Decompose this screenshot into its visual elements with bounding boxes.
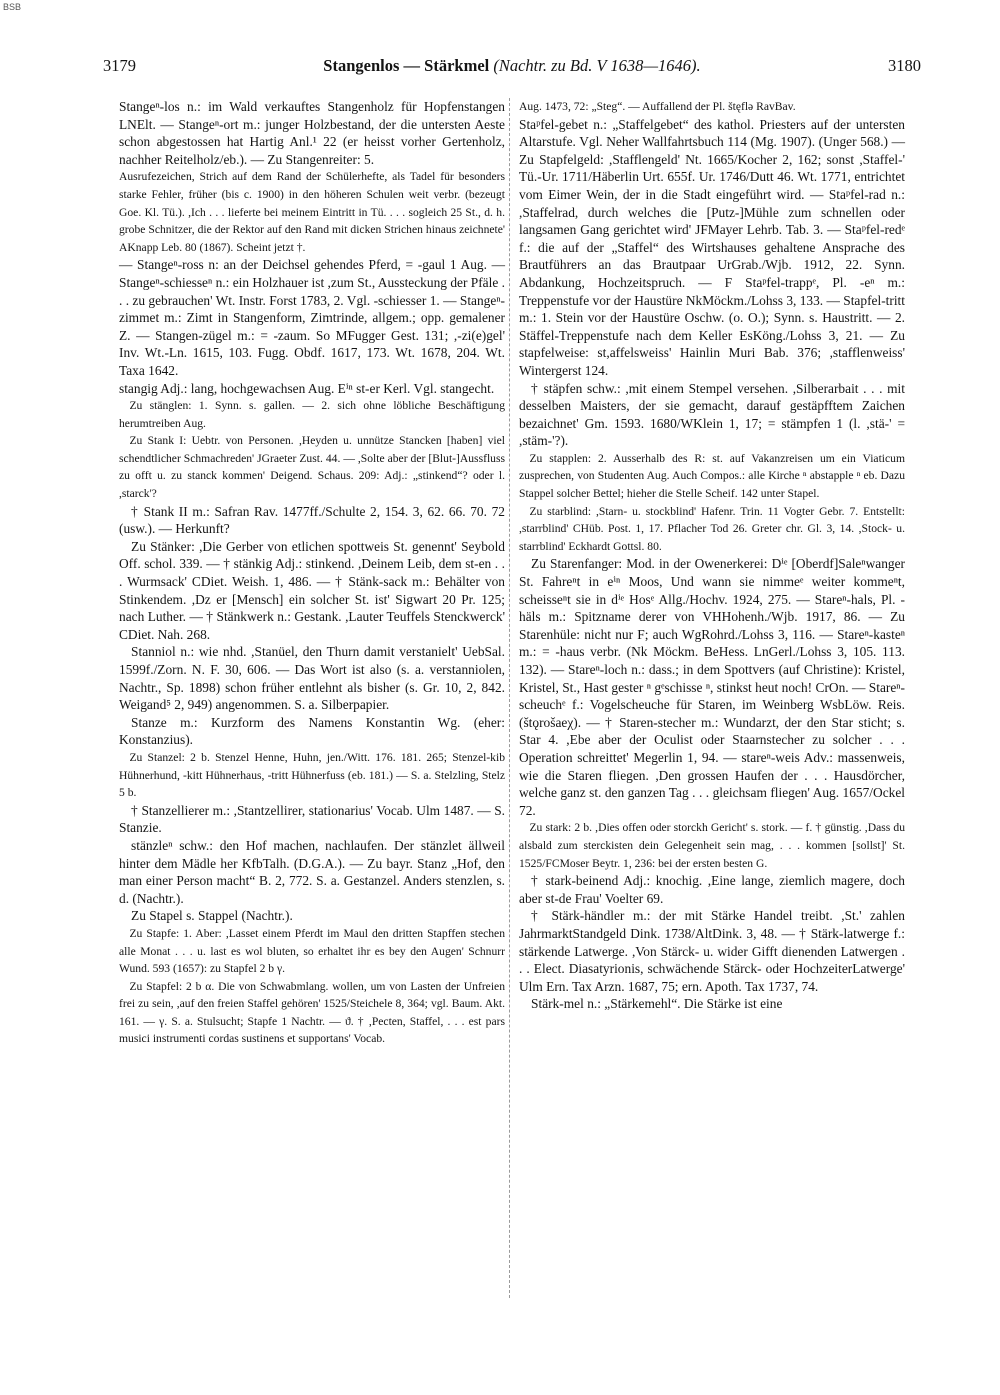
dictionary-entry: Zu starblind: ,Starn- u. stockblind' Hafenr. Trin. 11 Vogter Gebr. 7. Entstellt: ,starrblind' CHüb. Post. 1, 17. Pflacher Tod 26. Greter chr. Gl. 3, 14. ,Stock- u. starrblind' Eckhardt Gottsl. 80. xyxy=(519,504,905,553)
dictionary-entry: stänzleⁿ schw.: den Hof machen, nachlaufen. Der stänzlet ällweil hinter dem Mädle her KfbTalh. (D.G.A.). — Zu bayr. Stanz „Hof, den man einer Person macht“ B. 2, 772. S. a. Gestanzel. Anders stenzlen, s. d. (Nachtr.). xyxy=(119,837,505,906)
dictionary-entry: † Stärk-händler m.: der mit Stärke Handel treibt. ,St.' zahlen JahrmarktStandgeld Dink. 1738/AltDink. 3, 48. — † Stärk-latwerge f.: stärkende Latwerge. ,Von Stärck- u. wider Gifft dienenden Latwergen . . . Elect. Diasatyrionis, schwächende Stärck- oder HochzeiterLatwerge' Ulm Ern. Tax Arzn. 1687, 75; ern. Apoth. Tax 1737, 74. xyxy=(519,908,905,994)
running-title-main: Stangenlos — Stärkmel xyxy=(323,56,490,75)
dictionary-entry: † stäpfen schw.: ,mit einem Stempel versehen. ,Silberarbait . . . mit desselben Maisters, der sie gemacht, darauf gestäpfftem Zaichen bezaichnet' Gm. 1593. 1680/WKlein 1, 17; = stämpfen 1 (l. ,stä-' = ,stäm-'?). xyxy=(519,380,905,449)
page-number-right: 3180 xyxy=(888,56,921,75)
page-number-left: 3179 xyxy=(103,56,136,75)
dictionary-entry: Staᵖfel-gebet n.: „Staffelgebet“ des kathol. Priesters auf der untersten Altarstufe. Vgl. Neher Wallfahrtsbuch 114 (Mg. 1907). (Unger 568.) — Zu Stapfelgeld: ,Stafflengeld' Nt. 1665/Kocher 2, 162; sonst ,Staffel-' Tü.-Ur. 1711/Häberlin Urt. 655f. Ur. 1746/Dutt 46. Wt. 1771, entrichtet vom Eimer Wein, der in die Stadt eingeführt wird. — Staᵖfel-rad n.: ,Staffelrad, durch welches die [Putz-]Mühle zum schnellen oder langsamen Gang gerichtet wird' JFMayer Lehrb. Tab. 3. — Staᵖfel-redᵉ f.: die auf der „Staffel“ des Wirtshauses gehaltene Ansprache des Brautführers an das Brautpaar UrGrab./Wjb. 1912, 22. Synn. Abdankung, Hochzeitspruch. — F Staᵖfel-trappᵉ, Pl. -eⁿ m.: Treppenstufe vor der Haustüre NkMöckm./Lohss 3, 133. — Stapfel-tritt m.: 1. Stein vor der Haustüre Oschw. (o. O.); Synn. s. Haustritt. — 2. Stäffel-Treppenstufe nach dem Keller EsKöng./Lohss 3, 21. — Zu stapfelweise: st,affelsweiss' Hainlin Muri Bab. 376; ,stafflenweiss' Wintergerst 124. xyxy=(519,116,905,378)
dictionary-entry: Zu stapplen: 2. Ausserhalb des R: st. auf Vakanzreisen um ein Viaticum zusprechen, von Studenten Aug. Auch Compos.: alle Kirche ⁿ abstapple ⁿ eb. Dazu Stappel solcher Bettel; hieher die Stelle Scheif. 142 unter Stapel. xyxy=(519,451,905,501)
dictionary-entry: — Stangeⁿ-ross n: an der Deichsel gehendes Pferd, = -gaul 1 Aug. — Stangeⁿ-schiesseⁿ n.: ein Holzhauer ist ,zum St., Aussteckung der Pfäle . . . zu gebrauchen' Wt. Instr. Forst 1783, 2. Vgl. -schiesser 1. — Stangeⁿ-zimmet m.: Zimt in Stangenform, Zimtrinde, allgem.; opp. gemalener Z. — Stangen-zügel m.: = -zaum. So MFugger Gest. 131; ,-zi(e)gel' Inv. Wt.-Ln. 1615, 103. Fugg. Obdf. 1617, 173. Wt. 1678, 204. Wt. Taxa 1642. xyxy=(119,257,505,378)
right-column xyxy=(519,98,905,1013)
dictionary-entry: Zu Stänker: ,Die Gerber von etlichen spottweis St. genennt' Seybold Off. schol. 339. — † stänkig Adj.: stinkend. ,Deinem Leib, dem st-en . . . Wurmsack' CDiet. Weish. 1, 486. — † Stänk-sack m.: Behälter von Stinkendem. ,Dz er [Mensch] ein solcher St. ist' Sigwart 20 Pr. 125; nach Luther. — † Stänkwerk n.: Gestank. ,Lauter Teuffels Stenckwerck' CDiet. Nah. 268. xyxy=(119,538,505,642)
dictionary-entry: Zu Stanzel: 2 b. Stenzel Henne, Huhn, jen./Witt. 176. 181. 265; Stenzel-kib Hühnerhund, -kitt Hühnerhaus, -tritt Hühnerfuss (eb. 181.) — S. a. Stelzling, Stelz 5 b. xyxy=(119,750,505,800)
dictionary-entry: † stark-beinend Adj.: knochig. ,Eine lange, ziemlich magere, doch aber st-de Frau' Voelter 69. xyxy=(519,873,905,906)
dictionary-entry: Zu Stapfel: 2 b α. Die von Schwabmlang. wollen, um von Lasten der Unfreien frei zu sein, ,auf den freien Staffel gehören' 1525/Steichele 8, 364; vgl. Baum. Akt. 161. — γ. S. a. Stulsucht; Stapfe 1 Nachtr. — ϑ. † ,Pecten, Staffel, . . . est pars musici instrumenti cordas sustinens et supportans' Vocab. xyxy=(119,979,505,1046)
page-header xyxy=(103,56,921,80)
dictionary-entry: Ausrufezeichen, Strich auf dem Rand der Schülerhefte, als Tadel für besonders starke Fehler, früher (bis c. 1900) in den höheren Schulen weit verbr. (bezeugt Goe. Kl. Tü.). ,Ich . . . lieferte bei meinem Eintritt in Tü. . . . sogleich 25 St., d. h. grobe Schnitzer, die der Rektor auf den Rand mit dicken Strichen hinaus zeichnete' AKnapp Leb. 80 (1867). Scheint jetzt †. xyxy=(119,170,505,254)
dictionary-entry: Stärk-mel n.: „Stärkemehl“. Die Stärke ist eine xyxy=(531,996,783,1012)
dictionary-entry: † Stank II m.: Safran Rav. 1477ff./Schulte 2, 154. 3, 62. 66. 70. 72 (usw.). — Herkunft? xyxy=(119,503,505,537)
dictionary-entry: stangig Adj.: lang, hochgewachsen Aug. Eⁱⁿ st-er Kerl. Vgl. stangecht. xyxy=(119,380,495,396)
running-title-subtitle: (Nachtr. zu Bd. V 1638—1646). xyxy=(493,56,701,75)
dictionary-entry: Stangeⁿ-los n.: im Wald verkauftes Stangenholz für Hopfenstangen LNElt. — Stangeⁿ-ort m.: junger Holzbestand, der die untersten Aeste schon abgestossen hat Hartig Anl.¹ 22 (er heisst vorher Gertenholz, nachher Reitelholz/eb.). — Zu Stangenreiter: 5. xyxy=(119,99,505,167)
dictionary-entry: Zu Starenfanger: Mod. in der Owenerkerei: Dⁱᵉ [Oberdf]Saleⁿwanger St. Fahreⁿt in eⁱⁿ Moos, Und wann sie nimmeᵉ weiter kommeⁿt, scheisseⁿt sie in dⁱᵉ Hosᵉ Allg./Hochv. 1924, 275. — Stareⁿ-hals, Pl. -häls m.: Spitzname derer von VHHohenh./Wjb. 1917, 86. — Zu Starenhüle: nicht nur F; auch WgRohrd./Lohss 3, 116. — Stareⁿ-kasteⁿ m.: = -haus verbr. (Nk Möckm. BeHess. LnGerl./Lohss 3, 105. 113. 132). — Stareⁿ-loch n.: dass.; in dem Spottvers (auf Christine): Kristel, Kristel, St., Hast gester ⁿ gᵉschisse ⁿ, stinkst heut noch! CrOn. — Stareⁿ-scheuchᵉ f.: Vogelscheuche für Staren, im Weinberg WsbLöw. Reis. (štǫrošaeχ). — † Staren-stecher m.: Wundarzt, der den Star sticht; s. Star 4. ,Ebe aber der Oculist oder Staarnstecher zu solcher . . . Operation schreittet' Megerlin 1, 94. — stareⁿ-weis Adv.: massenweis, wie die Staren fliegen. ,Den grossen Haufen der . . . Hausdörcher, welche ganz st. den ganzen Tag . . . gleichsam fliegen' Aug. 1657/Ockel 72. xyxy=(519,556,905,818)
dictionary-entry: Zu stänglen: 1. Synn. s. gallen. — 2. sich ohne löbliche Beschäftigung herumtreiben Aug. xyxy=(119,399,505,430)
dictionary-entry: Zu Stank I: Uebtr. von Personen. ,Heyden u. unnütze Stancken [haben] viel schendtlicher Schmachreden' JGraeter Zust. 44. — ,Solte aber der [Blut-]Aussfluss zu offt u. zu stanck kommen' Deigend. Schaus. 209: Adj.: „stinkend“? oder l. ,starck'? xyxy=(119,434,505,501)
left-column xyxy=(119,98,505,1048)
library-mark: BSB xyxy=(3,2,22,12)
dictionary-entry: Zu stark: 2 b. ,Dies offen oder storckh Gericht' s. stork. — f. † günstig. ,Dass du alsbald zum sterckisten dein Gelegenheit sein mag, . . . kommen [sollst]' St. 1525/FCMoser Beytr. 1, 236: bei der ersten besten G. xyxy=(519,821,905,870)
dictionary-entry: Stanze m.: Kurzform des Namens Konstantin Wg. (eher: Konstanzius). xyxy=(119,714,505,748)
column-divider xyxy=(509,98,510,1298)
dictionary-entry: Stanniol n.: wie nhd. ,Stanüel, den Thurn damit verstanielt' UebSal. 1599f./Zorn. N. F. 30, 606. — Das Wort ist also (s. a. verstanniolen, Nachtr., Sp. 1898) schon früher entlehnt als bisher (s. Gr. 10, 2, 842. Weigand⁵ 2, 949) angenommen. S. a. Silberpapier. xyxy=(119,644,505,713)
dictionary-entry: Zu Stapel s. Stappel (Nachtr.). xyxy=(131,908,293,924)
dictionary-entry: † Stanzellierer m.: ,Stantzellirer, stationarius' Vocab. Ulm 1487. — S. Stanzie. xyxy=(119,802,505,836)
running-title xyxy=(103,56,921,76)
dictionary-entry: Aug. 1473, 72: „Steg“. — Auffallend der Pl. štęflə RavBav. xyxy=(519,100,796,113)
dictionary-entry: Zu Stapfe: 1. Aber: ,Lasset einem Pferdt im Maul den dritten Stapffen stechen alle Monat . . . u. last es wol bluten, so erhaltet ihr es bey den Augen' Schnurr Wund. 593 (1657): zu Stapfel 2 b γ. xyxy=(119,926,505,976)
